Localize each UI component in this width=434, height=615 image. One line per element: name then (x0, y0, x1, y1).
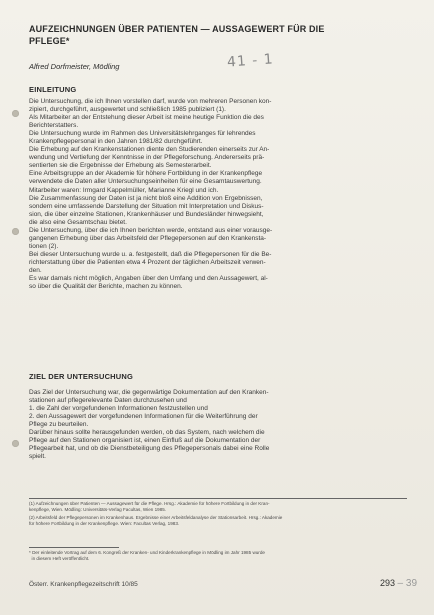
footnote: * Der einleitende Vortrag auf dem 6. Kongreß der Kranken- und Kinderkrankenpflege in Mödling im Jahr 1985 wurde in diesem Heft veröffentlicht. (29, 550, 265, 562)
article-title: AUFZEICHNUNGEN ÜBER PATIENTEN — AUSSAGEWERT FÜR DIE PFLEGE* (29, 24, 325, 46)
section-body: Das Ziel der Untersuchung war, die gegenwärtige Dokumentation auf den Kranken- stationen auf pflegerelevante Daten durchzusehen und 1. die Zahl der vorgefundenen Informationen festzustellen und 2. den Aussagewert der vorgefundenen Informationen für die Weiterführung der Pflege zu beurteilen. Darüber hinaus sollte herausgefunden werden, ob das System, nach welchem die Pflege auf den Stationen organisiert ist, einen Einfluß auf die Dokumentation der Pflegearbeit hat, und ob die Dienstbeteiligung des Pflegepersonals dabei eine Rolle spielt. (29, 389, 270, 461)
reference-item: (1) Aufzeichnungen über Patienten — Aussagewert für die Pflege. Hrsg.: Akademie für höhere Fortbildung in der Kran- kenpflege, Wien. Mödling: Universitäts-Verlag Facultas, Wien 1985. (29, 501, 270, 513)
journal-footer: Österr. Krankenpflegezeitschrift 10/85 (29, 581, 138, 588)
page-number-printed: 293 (380, 578, 396, 588)
divider (29, 498, 407, 499)
section-heading: EINLEITUNG (29, 85, 77, 94)
page-number (380, 578, 417, 589)
divider (29, 547, 119, 548)
handwritten-note: 41 - 1 (226, 51, 275, 71)
page-number-handwritten: – 39 (397, 578, 418, 589)
reference-item: (2) Arbeitsfeld der Pflegepersonen im Krankenhaus. Ergebnisse einer Arbeitsfeldanalyse der Stationsarbeit. Hrsg.: Akademie für höhere Fortbildung in der Krankenpflege. Wien: Facultas Verlag, 1983. (29, 515, 283, 527)
section-heading: ZIEL DER UNTERSUCHUNG (29, 372, 134, 381)
article-author: Alfred Dorfmeister, Mödling (29, 62, 120, 71)
section-body: Die Untersuchung, die ich Ihnen vorstellen darf, wurde von mehreren Personen kon- zipiert, durchgeführt, ausgewertet und schließlich 1985 publiziert (1). Als Mitarbeiter an der Entstehung dieser Arbeit ist meine heutige Funktion die des Berichterstatters. Die Untersuchung wurde im Rahmen des Universitätslehrganges für lehrendes Krankenpflegepersonal in den Jahren 1981/82 durchgeführt. Die Erhebung auf den Krankenstationen diente den Studierenden einerseits zur An- wendung und Vertiefung der Kenntnisse in der Pflegeforschung. Andererseits prä- sentierten sie die Ergebnisse der Erhebung als Semesterarbeit. Eine Arbeitsgruppe an der Akademie für höhere Fortbildung in der Krankenpflege verwendete die Daten aller Untersuchungseinheiten für eine Gesamtauswertung. Mitarbeiter waren: Irmgard Kappelmüller, Marianne Kriegl und ich. Die Zusammenfassung der Daten ist ja nicht bloß eine Addition von Ergebnissen, sondern eine umfassende Darstellung der Situation mit Interpretation und Diskus- sion, die über einzelne Stationen, Krankenhäuser und Bundesländer hinwegsieht, die also eine Gesamtschau bietet. Die Untersuchung, über die ich Ihnen berichten werde, entstand aus einer vorausge- gangenen Erhebung über das Arbeitsfeld der Pflegepersonen auf den Krankensta- tionen (2). Bei dieser Untersuchung wurde u. a. festgestellt, daß die Pflegepersonen für die Be- richterstattung über die Patienten etwa 4 Prozent der täglichen Arbeitszeit verwen- den. Es war damals nicht möglich, Angaben über den Umfang und den Aussagewert, al- so über die Qualität der Berichte, machen zu können. (29, 98, 273, 291)
punch-hole (12, 440, 19, 447)
punch-hole (12, 228, 19, 235)
punch-hole (12, 110, 19, 117)
